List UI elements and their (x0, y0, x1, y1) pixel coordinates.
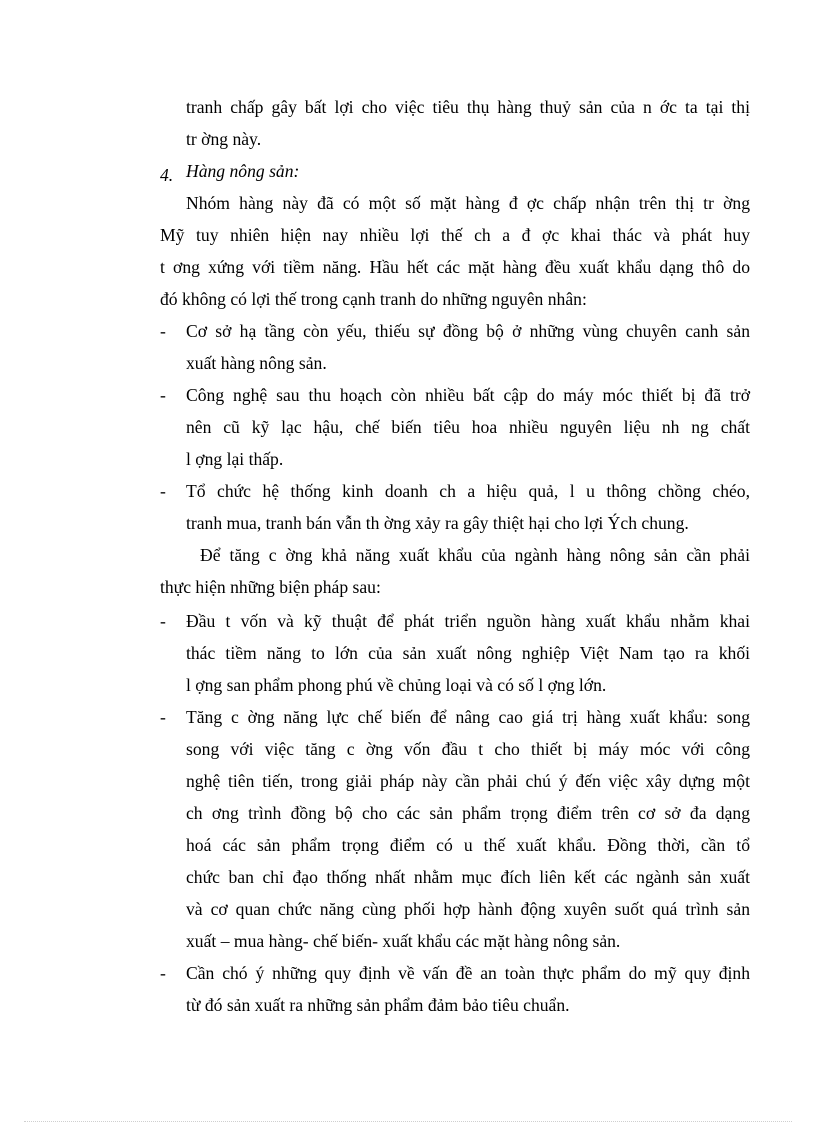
page-bottom-divider (24, 1121, 792, 1122)
list-item-line: Công nghệ sau thu hoạch còn nhiều bất cập do máy móc thiết bị đã trở (186, 385, 750, 405)
bullet-dash: - (160, 611, 166, 631)
text-line: Mỹ tuy nhiên hiện nay nhiều lợi thế ch a đ ợc khai thác và phát huy (160, 225, 750, 245)
bullet-dash: - (160, 963, 166, 983)
bullet-dash: - (160, 321, 166, 341)
text-line: t ơng xứng với tiềm năng. Hầu hết các mặt hàng đều xuất khẩu dạng thô do (160, 257, 750, 277)
list-item-line: Tổ chức hệ thống kinh doanh ch a hiệu quả, l u thông chồng chéo, (186, 481, 750, 501)
list-item-line: xuất hàng nông sản. (186, 353, 327, 373)
list-item-line: hoá các sản phẩm trọng điểm có u thế xuất khẩu. Đồng thời, cần tổ (186, 835, 750, 855)
list-item-line: xuất – mua hàng- chế biến- xuất khẩu các mặt hàng nông sản. (186, 931, 621, 951)
text-line: tr ờng này. (186, 129, 262, 149)
list-item-line: chức ban chỉ đạo thống nhất nhằm mục đích liên kết các ngành sản xuất (186, 867, 750, 887)
bullet-dash: - (160, 707, 166, 727)
section-number: 4. (160, 165, 174, 185)
list-item-line: song với việc tăng c ờng vốn đầu t cho thiết bị máy móc với công (186, 739, 750, 759)
list-item-line: thác tiềm năng to lớn của sản xuất nông nghiệp Việt Nam tạo ra khối (186, 643, 750, 663)
list-item-line: Đầu t vốn và kỹ thuật để phát triển nguồn hàng xuất khẩu nhằm khai (186, 611, 750, 631)
text-line: Nhóm hàng này đã có một số mặt hàng đ ợc chấp nhận trên thị tr ờng (186, 193, 750, 213)
list-item-line: và cơ quan chức năng cùng phối hợp hành động xuyên suốt quá trình sản (186, 899, 750, 919)
list-item-line: l ợng lại thấp. (186, 449, 284, 469)
list-item-line: ch ơng trình đồng bộ cho các sản phẩm trọng điểm trên cơ sở đa dạng (186, 803, 750, 823)
text-line: thực hiện những biện pháp sau: (160, 577, 381, 597)
list-item-line: l ợng san phẩm phong phú về chủng loại và có số l ợng lớn. (186, 675, 607, 695)
section-title: Hàng nông sản: (186, 161, 300, 181)
bullet-dash: - (160, 385, 166, 405)
list-item-line: nghệ tiên tiến, trong giải pháp này cần phải chú ý đến việc xây dựng một (186, 771, 750, 791)
list-item-line: nên cũ kỹ lạc hậu, chế biến tiêu hoa nhiều nguyên liệu nh ng chất (186, 417, 750, 437)
list-item-line: Cơ sở hạ tầng còn yếu, thiếu sự đồng bộ ở những vùng chuyên canh sản (186, 321, 750, 341)
text-line: đó không có lợi thế trong cạnh tranh do những nguyên nhân: (160, 289, 587, 309)
list-item-line: tranh mua, tranh bán vẫn th ờng xảy ra gây thiệt hại cho lợi Ých chung. (186, 513, 689, 533)
list-item-line: Tăng c ờng năng lực chế biến để nâng cao giá trị hàng xuất khẩu: song (186, 707, 750, 727)
list-item-line: Cần chó ý những quy định về vấn đề an toàn thực phẩm do mỹ quy định (186, 963, 750, 983)
bullet-dash: - (160, 481, 166, 501)
text-line: Để tăng c ờng khả năng xuất khẩu của ngành hàng nông sản cần phải (200, 545, 750, 565)
text-line: tranh chấp gây bất lợi cho việc tiêu thụ hàng thuỷ sản của n ớc ta tại thị (186, 97, 750, 117)
list-item-line: từ đó sản xuất ra những sản phẩm đảm bảo tiêu chuẩn. (186, 995, 570, 1015)
